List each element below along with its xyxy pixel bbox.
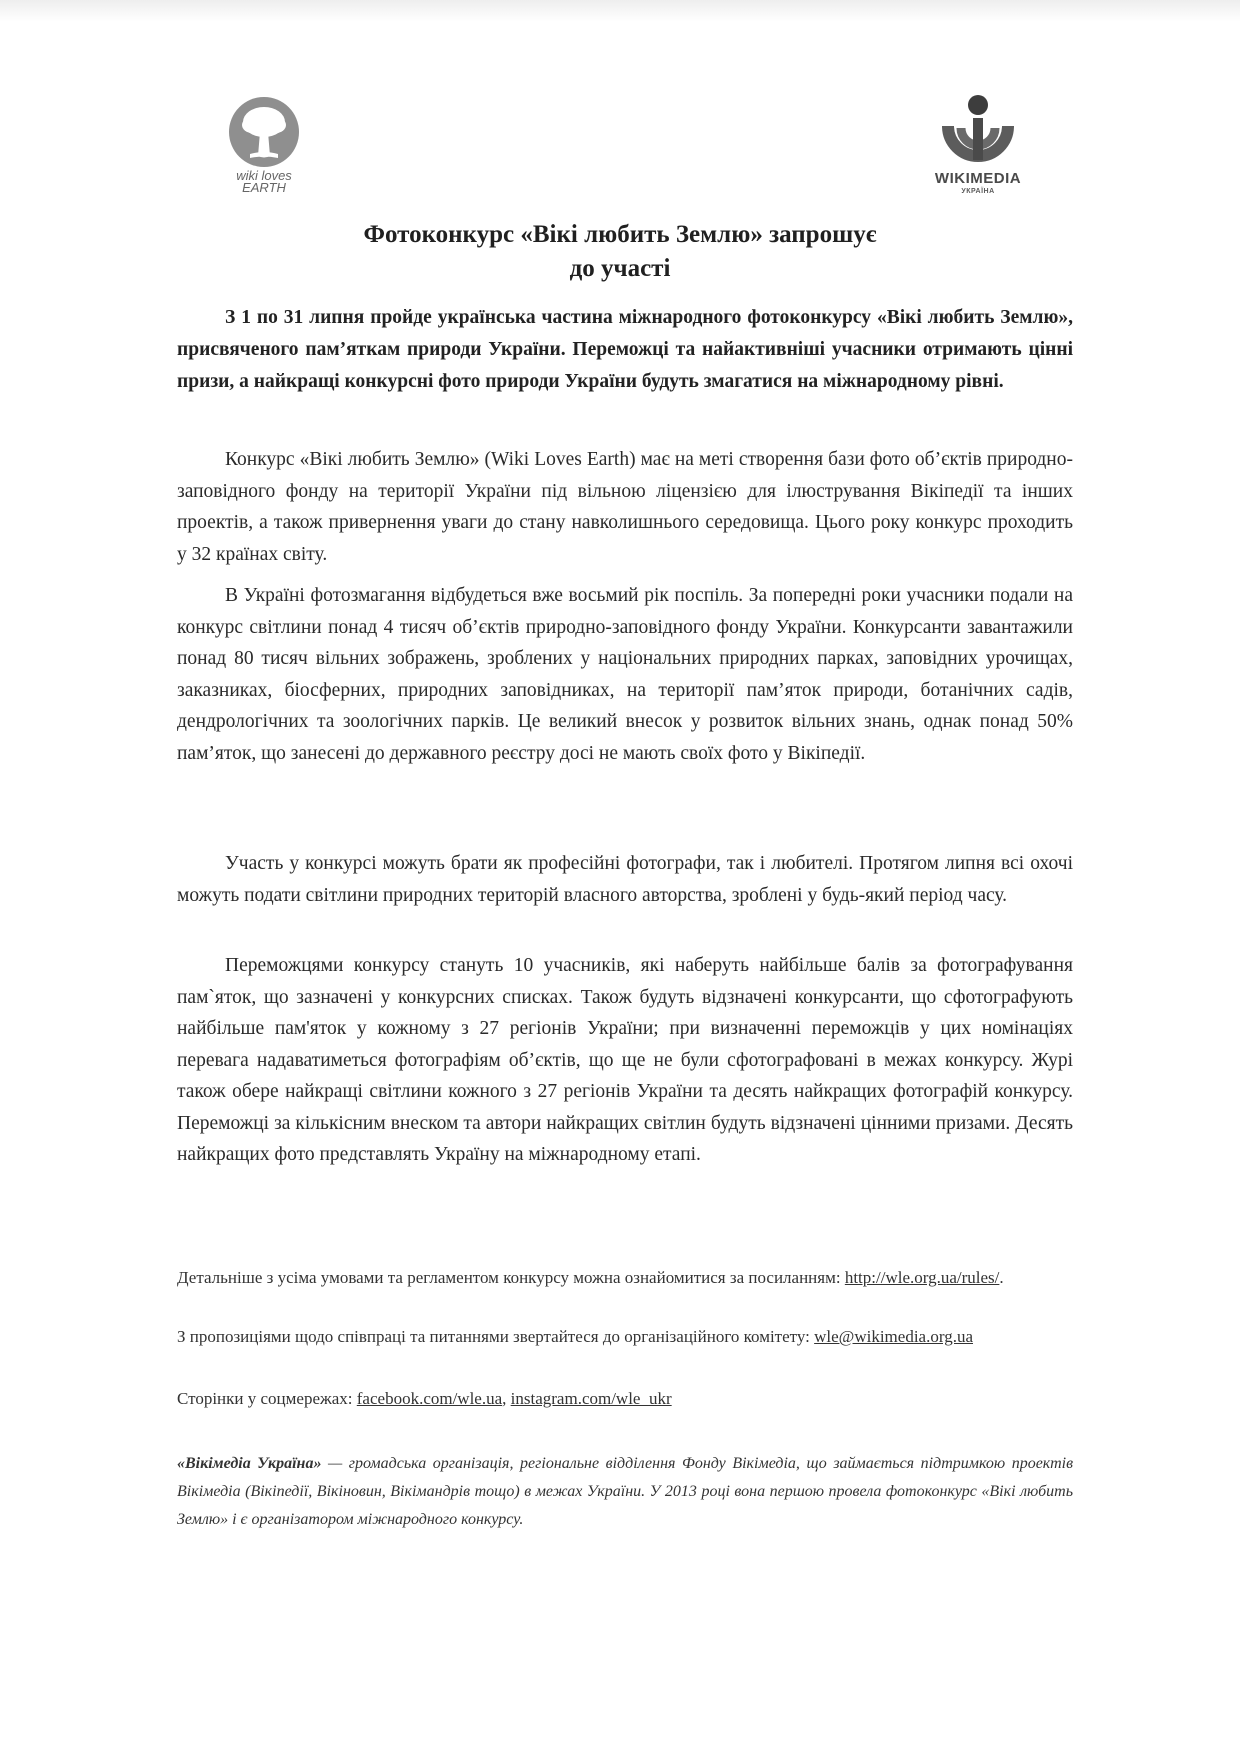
wikimedia-logo-name: WIKIMEDIA	[934, 170, 1022, 187]
wiki-loves-earth-logo	[214, 92, 314, 202]
footer-text: — громадська організація, регіональне відділення Фонду Вікімедіа, що займається підтримкою проектів Вікімедіа (Вікіпедії, Вікіновин, Вікімандрів тощо) в межах України. У 2013 році вона першою провела фотоконкурс «Вікі любить Землю» і є організатором міжнародного конкурсу.	[177, 1455, 1074, 1528]
instagram-link[interactable]: instagram.com/wle_ukr	[510, 1389, 672, 1408]
title-line-1: Фотоконкурс «Вікі любить Землю» запрошує	[363, 221, 877, 248]
wikimedia-ukraine-logo	[918, 90, 1038, 200]
details-paragraph	[177, 1265, 1073, 1290]
footer-org-name: «Вікімедіа Україна»	[177, 1455, 322, 1472]
title-line-2: до участі	[569, 255, 671, 282]
footer-note	[177, 1450, 1073, 1534]
social-label: Сторінки у соцмережах:	[177, 1389, 357, 1408]
rules-link[interactable]: http://wle.org.ua/rules/	[844, 1268, 1000, 1287]
details-after: .	[999, 1268, 1004, 1287]
paragraph-4: Переможцями конкурсу стануть 10 учасників, які наберуть найбільше балів за фотографування пам`яток, що зазначені у конкурсних списках. Також будуть відзначені конкурсанти, що сфотографують найбільше пам'яток у кожному з 27 регіонів України; при визначенні переможців у цих номінаціях перевага надаватиметься фотографіям об’єктів, що ще не були сфотографовані в межах конкурсу. Журі також обере найкращі світлини кожного з 27 регіонів України та десять найкращих фотографій конкурсу. Переможці за кількісним внеском та автори найкращих світлин будуть відзначені цінними призами. Десять найкращих фото представлять Україну на міжнародному етапі.	[177, 955, 1073, 1165]
lead-paragraph: З 1 по 31 липня пройде українська частина міжнародного фотоконкурсу «Вікі любить Землю», присвяченого пам’яткам природи України. Переможці та найактивніші учасники отримають цінні призи, а найкращі конкурсні фото природи України будуть змагатися на міжнародному рівні.	[177, 307, 1073, 392]
social-separator: ,	[502, 1389, 511, 1408]
details-text: Детальніше з усіма умовами та регламентом конкурсу можна ознайомитися за посиланням:	[177, 1268, 845, 1287]
paragraph-2: В Україні фотозмагання відбудеться вже восьмий рік поспіль. За попередні роки учасники подали на конкурс світлини понад 4 тисяч об’єктів природно-заповідного фонду України. Конкурсанти завантажили понад 80 тисяч вільних зображень, зроблених у національних природних парках, заповідних урочищах, заказниках, біосферних, природних заповідниках, на території пам’яток природи, ботанічних садів, дендрологічних та зоологічних парків. Це великий внесок у розвиток вільних знань, однак понад 50% пам’яток, що занесені до державного реєстру досі не мають своїх фото у Вікіпедії.	[177, 585, 1073, 764]
wikimedia-icon	[918, 90, 1038, 170]
contact-text: З пропозиціями щодо співпраці та питаннями звертайтеся до організаційного комітету:	[177, 1327, 815, 1346]
wle-logo-text-line1: wiki loves	[236, 168, 292, 183]
wle-logo-text-line2: EARTH	[242, 180, 286, 195]
social-paragraph	[177, 1386, 1073, 1411]
scan-edge	[0, 0, 1240, 22]
email-link[interactable]: wle@wikimedia.org.ua	[814, 1327, 973, 1346]
contact-paragraph	[177, 1324, 1073, 1349]
wikimedia-logo-sub: УКРАЇНА	[961, 188, 995, 195]
facebook-link[interactable]: facebook.com/wle.ua	[356, 1389, 503, 1408]
paragraph-3: Участь у конкурсі можуть брати як професійні фотографи, так і любителі. Протягом липня всі охочі можуть подати світлини природних територій власного авторства, зроблені у будь-який період часу.	[177, 853, 1073, 906]
paragraph-1: Конкурс «Вікі любить Землю» (Wiki Loves Earth) має на меті створення бази фото об’єктів природно-заповідного фонду на території України під вільною ліцензією для ілюстрування Вікіпедії та інших проектів, а також привернення уваги до стану навколишнього середовища. Цього року конкурс проходить у 32 країнах світу.	[177, 449, 1073, 565]
tree-globe-icon	[214, 92, 314, 172]
document-title	[176, 218, 1064, 286]
